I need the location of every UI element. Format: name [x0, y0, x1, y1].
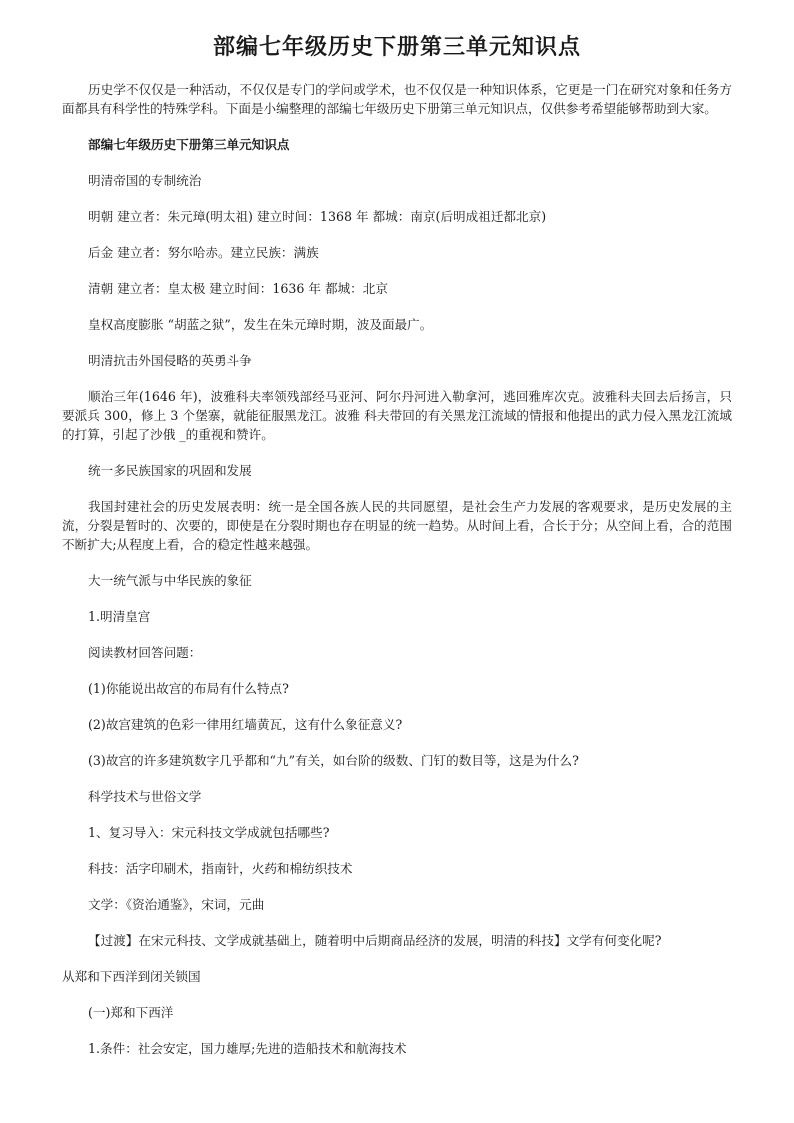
- reading-prompt: 阅读教材回答问题：: [88, 645, 202, 660]
- topic-heading-ming-qing-rule: 明清帝国的专制统治: [88, 173, 202, 188]
- question-2: (2)故宫建筑的色彩一律用红墙黄瓦，这有什么象征意义?: [88, 717, 403, 732]
- science-line: 科技：活字印刷术，指南针，火药和棉纺织技术: [88, 861, 353, 876]
- topic-heading-science-literature: 科学技术与世俗文学: [88, 789, 202, 804]
- question-3: (3)故宫的许多建筑数字几乎都和“九”有关，如台阶的级数、门钉的数目等，这是为什么?: [88, 753, 579, 768]
- topic-heading-zheng-he: 从郑和下西洋到闭关锁国: [62, 969, 201, 984]
- page-title: 部编七年级历史下册第三单元知识点: [212, 35, 581, 60]
- qing-dynasty-line: 清朝 建立者：皇太极 建立时间：1636 年 都城：北京: [88, 281, 388, 296]
- question-1: (1)你能说出故宫的布局有什么特点?: [88, 681, 289, 696]
- intro-paragraph: 历史学不仅仅是一种活动，不仅仅是专门的学问或学术，也不仅仅是一种知识体系，它更是一门在研究对象和任务方面都具有科学性的特殊学科。下面是小编整理的部编七年级历史下册第三单元知识点，仅供参考希望能够帮助到大家。: [62, 82, 732, 116]
- palace-heading: 1.明清皇宫: [88, 609, 151, 624]
- conditions-line: 1.条件：社会安定，国力雄厚;先进的造船技术和航海技术: [88, 1041, 407, 1056]
- imperial-power-line: 皇权高度膨胀 “胡蓝之狱”，发生在朱元璋时期，波及面最广。: [88, 317, 433, 332]
- houjin-line: 后金 建立者：努尔哈赤。建立民族：满族: [88, 245, 319, 260]
- ming-dynasty-line: 明朝 建立者：朱元璋(明太祖) 建立时间：1368 年 都城：南京(后明成祖迁都北京): [88, 209, 547, 224]
- topic-heading-symbol: 大一统气派与中华民族的象征: [88, 573, 252, 588]
- unification-paragraph: 我国封建社会的历史发展表明：统一是全国各族人民的共同愿望，是社会生产力发展的客观要求，是历史发展的主流，分裂是暂时的、次要的，即使是在分裂时期也存在明显的统一趋势。从时间上看，合长于分；从空间上看，合的范围不断扩大;从程度上看，合的稳定性越来越强。: [62, 499, 732, 552]
- literature-line: 文学：《资治通鉴》，宋词，元曲: [88, 897, 265, 912]
- section-heading: 部编七年级历史下册第三单元知识点: [88, 137, 290, 152]
- review-intro: 1、复习导入：宋元科技文学成就包括哪些?: [88, 825, 330, 840]
- transition-line: 【过渡】在宋元科技、文学成就基础上，随着明中后期商品经济的发展，明清的科技】文学有何变化呢?: [88, 933, 662, 948]
- topic-heading-unification: 统一多民族国家的巩固和发展: [88, 463, 252, 478]
- topic-heading-resistance: 明清抗击外国侵略的英勇斗争: [88, 353, 252, 368]
- shunzhi-paragraph: 顺治三年(1646 年)，波雅科夫率领残部经马亚河、阿尔丹河进入勒拿河，逃回雅库次克。波雅科夫回去后扬言，只要派兵 300，修上 3 个堡寨，就能征服黑龙江。波雅 科夫带回的有关黑龙江流域的情报和他提出的武力侵入黑龙江流域的打算，引起了沙俄 _的重视和赞许。: [62, 389, 732, 442]
- zheng-he-subheading: (一)郑和下西洋: [88, 1005, 174, 1020]
